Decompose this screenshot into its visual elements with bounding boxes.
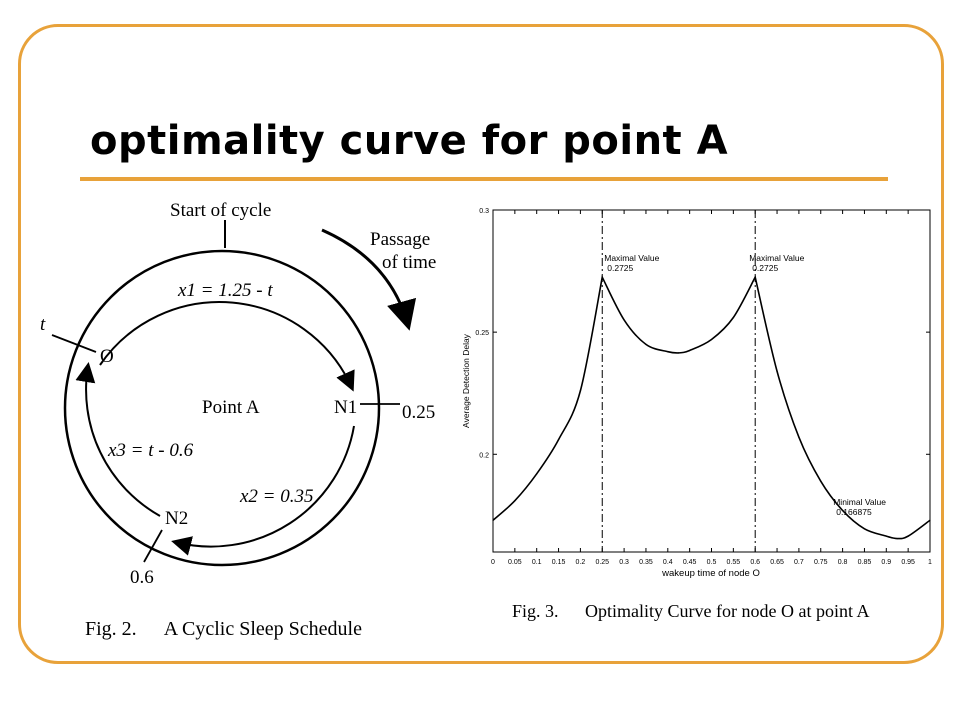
data-point bbox=[798, 437, 799, 438]
data-point bbox=[602, 277, 603, 278]
data-point bbox=[886, 536, 887, 537]
node-n2-label: N2 bbox=[165, 508, 189, 529]
node-n1-label: N1 bbox=[334, 397, 358, 418]
x-tick-label: 0.2 bbox=[575, 559, 586, 566]
passage-line2: of time bbox=[382, 252, 437, 273]
x-tick-label: 0.1 bbox=[531, 559, 542, 566]
x-tick-label: 0.05 bbox=[508, 559, 522, 566]
data-point bbox=[689, 350, 690, 351]
data-point bbox=[820, 481, 821, 482]
x-tick-label: 0.3 bbox=[619, 559, 629, 566]
x-tick-label: 0.5 bbox=[706, 559, 717, 566]
x-tick-label: 0.9 bbox=[881, 559, 892, 566]
cyclic-schedule-diagram bbox=[30, 190, 460, 610]
data-point bbox=[667, 351, 668, 352]
data-point bbox=[580, 390, 581, 391]
data-point bbox=[864, 528, 865, 529]
annotation-value: 0.2725 bbox=[752, 263, 779, 274]
slide-title: optimality curve for point A bbox=[90, 118, 729, 164]
title-underline bbox=[80, 177, 888, 181]
fig2-caption-text: A Cyclic Sleep Schedule bbox=[163, 618, 362, 640]
annotation-label: Maximal Value bbox=[749, 253, 805, 264]
point-a-label: Point A bbox=[202, 397, 260, 418]
start-of-cycle-label: Start of cycle bbox=[170, 200, 272, 221]
y-tick-label: 0.25 bbox=[475, 330, 489, 338]
data-point bbox=[908, 536, 909, 537]
x-tick-label: 0.25 bbox=[595, 559, 610, 566]
x-tick-label: 0.45 bbox=[682, 559, 697, 566]
n2-value: 0.6 bbox=[130, 567, 154, 588]
x-tick-label: 0.7 bbox=[794, 559, 804, 566]
data-point bbox=[624, 319, 625, 320]
data-point bbox=[492, 520, 493, 521]
x-tick-label: 0.75 bbox=[813, 559, 828, 566]
y-tick-label: 0.3 bbox=[479, 208, 489, 215]
data-point bbox=[536, 473, 537, 474]
annotation-label: Maximal Value bbox=[604, 253, 660, 264]
data-point bbox=[755, 277, 756, 278]
data-point bbox=[645, 344, 646, 345]
x-tick-label: 0.55 bbox=[726, 559, 741, 566]
optimality-chart bbox=[455, 198, 945, 588]
annotation-value: 0.166875 bbox=[836, 507, 872, 518]
fig3-caption bbox=[512, 601, 869, 622]
data-point bbox=[514, 500, 515, 501]
x-axis-label: wakeup time of node O bbox=[662, 568, 760, 579]
arc-x1 bbox=[100, 302, 352, 388]
fig3-caption-num: Fig. 3. bbox=[512, 601, 559, 621]
node-o-label: O bbox=[100, 346, 114, 367]
n1-value: 0.25 bbox=[402, 402, 436, 423]
x-tick-label: 0.15 bbox=[551, 559, 566, 566]
annotation-value: 0.2725 bbox=[607, 263, 634, 274]
x1-label: x1 = 1.25 - t bbox=[178, 280, 273, 301]
data-point bbox=[929, 520, 930, 521]
data-point bbox=[558, 439, 559, 440]
t-label: t bbox=[40, 314, 46, 335]
fig2-caption bbox=[85, 618, 362, 641]
data-point bbox=[711, 339, 712, 340]
data-point bbox=[776, 371, 777, 372]
fig2-caption-num: Fig. 2. bbox=[85, 618, 137, 640]
x-tick-label: 0 bbox=[491, 559, 495, 566]
x2-label: x2 = 0.35 bbox=[240, 486, 314, 507]
t-pointer bbox=[52, 335, 96, 352]
y-tick-label: 0.2 bbox=[479, 452, 489, 460]
annotation-label: Minimal Value bbox=[833, 497, 886, 508]
x-tick-label: 0.95 bbox=[901, 559, 915, 566]
data-point bbox=[897, 538, 898, 539]
data-point bbox=[678, 352, 679, 353]
x-tick-label: 0.8 bbox=[837, 559, 848, 566]
x-tick-label: 1 bbox=[928, 559, 932, 566]
x-tick-label: 0.35 bbox=[639, 559, 653, 566]
x-tick-label: 0.4 bbox=[662, 559, 673, 566]
y-axis-label: Average Detection Delay bbox=[461, 334, 471, 428]
passage-line1: Passage bbox=[370, 229, 431, 250]
fig3-caption-text: Optimality Curve for node O at point A bbox=[585, 601, 870, 621]
data-point bbox=[733, 317, 734, 318]
x-tick-label: 0.6 bbox=[750, 559, 761, 566]
x-tick-label: 0.65 bbox=[770, 559, 784, 566]
x-tick-label: 0.85 bbox=[857, 559, 872, 566]
x3-label: x3 = t - 0.6 bbox=[108, 440, 194, 461]
